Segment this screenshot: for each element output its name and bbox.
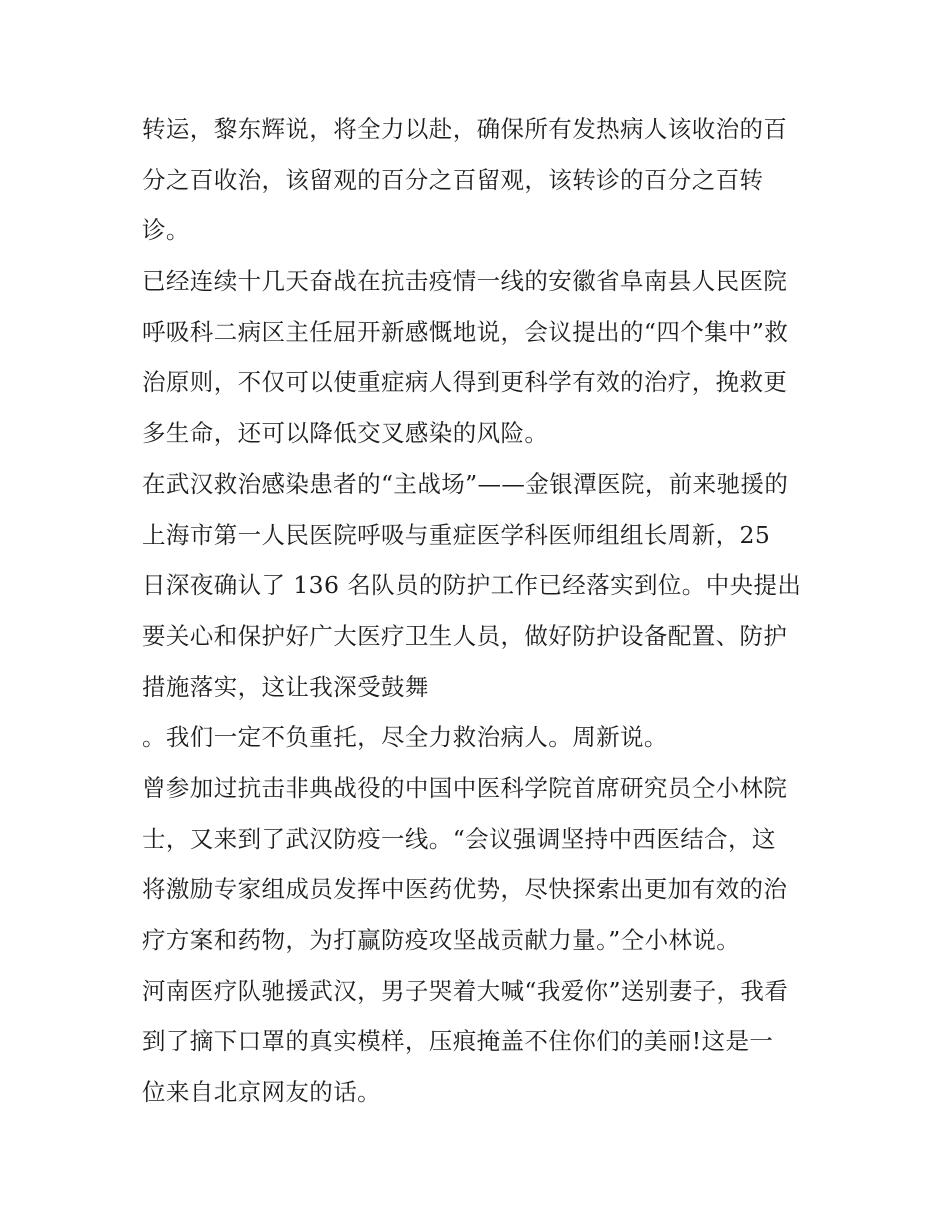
text-line: 疗方案和药物，为打赢防疫攻坚战贡献力量。”仝小林说。 [142, 926, 741, 954]
text-line: 多生命，还可以降低交叉感染的风险。 [142, 419, 549, 448]
text-line: 到了摘下口罩的真实模样，压痕掩盖不住你们的美丽!这是一 [142, 1027, 774, 1056]
text-line: 曾参加过抗击非典战役的中国中医科学院首席研究员仝小林院 [142, 773, 788, 802]
text-line: 分之百收治，该留观的百分之百留观，该转诊的百分之百转 [142, 165, 764, 194]
text-line: 诊。 [142, 216, 190, 245]
text-line: 呼吸科二病区主任屈开新感慨地说，会议提出的“四个集中”救 [142, 317, 789, 346]
text-line: 将激励专家组成员发挥中医药优势，尽快探索出更加有效的治 [142, 875, 788, 904]
text-line: 治原则，不仅可以使重症病人得到更科学有效的治疗，挽救更 [142, 368, 788, 397]
text-line: 上海市第一人民医院呼吸与重症医学科医师组组长周新，25 [142, 520, 771, 549]
document-body [142, 104, 814, 1118]
text-line: 在武汉救治感染患者的“主战场”——金银潭医院，前来驰援的 [142, 469, 789, 498]
text-line: 位来自北京网友的话。 [142, 1078, 381, 1107]
text-line: 要关心和保护好广大医疗卫生人员，做好防护设备配置、防护 [142, 621, 788, 650]
text-line: 日深夜确认了 136 名队员的防护工作已经落实到位。中央提出 [142, 571, 802, 600]
text-line: 士，又来到了武汉防疫一线。“会议强调坚持中西医结合，这 [142, 824, 776, 853]
text-line: 转运，黎东辉说，将全力以赴，确保所有发热病人该收治的百 [142, 115, 788, 143]
text-line: 已经连续十几天奋战在抗击疫情一线的安徽省阜南县人民医院 [142, 267, 788, 296]
text-line: 措施落实，这让我深受鼓舞 [142, 672, 429, 701]
text-line: 。我们一定不负重托，尽全力救治病人。周新说。 [142, 723, 668, 752]
text-line: 河南医疗队驰援武汉，男子哭着大喊“我爱你”送别妻子，我看 [142, 976, 789, 1005]
